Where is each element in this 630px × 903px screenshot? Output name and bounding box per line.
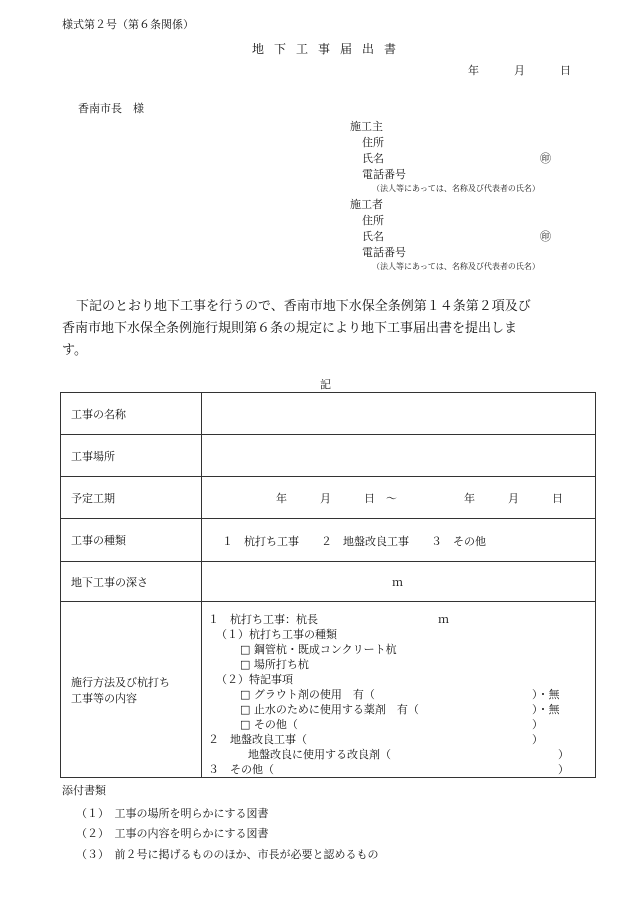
- attachment-item: （３） 前２号に掲げるもののほか、市長が必要と認めるもの: [76, 848, 379, 861]
- owner-note: （法人等にあっては、名称及び代表者の氏名）: [372, 184, 540, 193]
- table-row: [61, 477, 596, 519]
- addressee: 香南市長 様: [78, 102, 144, 115]
- body-line-2: 香南市地下水保全条例施行規則第６条の規定により地下工事届出書を提出しま: [62, 321, 518, 336]
- period-year-end: 年: [464, 492, 475, 505]
- method-line-7: □ 止水のために使用する薬剤 有（: [240, 703, 419, 716]
- contractor-name-label: 氏名: [362, 230, 384, 243]
- owner-name-label: 氏名: [362, 152, 384, 165]
- row-label: 予定工期: [61, 477, 202, 519]
- method-line-1-unit: ｍ: [438, 613, 449, 626]
- method-line-3: □ 鋼管杭・既成コンクリート杭: [240, 643, 397, 656]
- body-paragraph: [62, 296, 592, 362]
- ki-heading: 記: [320, 378, 331, 391]
- date-month: 月: [514, 64, 525, 77]
- project-name-field[interactable]: [202, 393, 596, 435]
- method-label-line-2: 工事等の内容: [71, 691, 137, 705]
- method-label: [61, 602, 202, 778]
- table-row: [61, 435, 596, 477]
- method-line-1: １ 杭打ち工事：杭長: [208, 613, 318, 626]
- depth-unit: ｍ: [392, 576, 403, 589]
- owner-phone-label: 電話番号: [362, 168, 406, 181]
- method-line-11-end: ）: [558, 763, 569, 776]
- contractor-seal-mark: ㊞: [540, 230, 551, 243]
- body-line-1: 下記のとおり地下工事を行うので、香南市地下水保全条例第１４条第２項及び: [76, 299, 531, 314]
- form-number: 様式第２号（第６条関係）: [62, 18, 194, 31]
- row-label: 地下工事の深さ: [61, 562, 202, 602]
- contractor-address-label: 住所: [362, 214, 384, 227]
- work-type-field[interactable]: [202, 519, 596, 562]
- method-line-11: ３ その他（: [208, 763, 274, 776]
- contractor-phone-label: 電話番号: [362, 246, 406, 259]
- row-label: 工事の種類: [61, 519, 202, 562]
- period-field[interactable]: [202, 477, 596, 519]
- contractor-note: （法人等にあっては、名称及び代表者の氏名）: [372, 262, 540, 271]
- attachment-item: （１） 工事の場所を明らかにする図書: [76, 807, 269, 820]
- row-label: 工事の名称: [61, 393, 202, 435]
- method-line-9-end: ）: [532, 733, 543, 746]
- method-line-5: （２）特記事項: [216, 673, 293, 686]
- table-row: [61, 393, 596, 435]
- owner-heading: 施工主: [350, 120, 383, 133]
- method-line-7-end: ）・無: [532, 703, 560, 716]
- table-row: [61, 602, 596, 778]
- document-title: 地下工事届出書: [252, 42, 407, 56]
- method-field[interactable]: [202, 602, 596, 778]
- contractor-heading: 施工者: [350, 198, 383, 211]
- method-line-4: □ 場所打ち杭: [240, 658, 309, 671]
- depth-field[interactable]: [202, 562, 596, 602]
- date-day: 日: [560, 64, 571, 77]
- period-year-start: 年: [276, 492, 287, 505]
- attachment-item: （２） 工事の内容を明らかにする図書: [76, 827, 269, 840]
- owner-address-label: 住所: [362, 136, 384, 149]
- method-line-2: （１）杭打ち工事の種類: [216, 628, 337, 641]
- method-label-line-1: 施行方法及び杭打ち: [71, 675, 170, 689]
- table-row: [61, 562, 596, 602]
- method-line-8: □ その他（: [240, 718, 298, 731]
- form-table: [60, 392, 596, 778]
- method-line-6: □ グラウト剤の使用 有（: [240, 688, 375, 701]
- method-line-10: 地盤改良に使用する改良剤（: [248, 748, 391, 761]
- date-year: 年: [468, 64, 479, 77]
- method-line-9: ２ 地盤改良工事（: [208, 733, 307, 746]
- period-month-start: 月: [320, 492, 331, 505]
- row-label: 工事場所: [61, 435, 202, 477]
- table-row: [61, 519, 596, 562]
- work-type-options: １ 杭打ち工事 ２ 地盤改良工事 ３ その他: [222, 535, 486, 548]
- owner-seal-mark: ㊞: [540, 152, 551, 165]
- period-day-end: 日: [552, 492, 563, 505]
- project-location-field[interactable]: [202, 435, 596, 477]
- period-month-end: 月: [508, 492, 519, 505]
- body-line-3: す。: [62, 343, 87, 358]
- period-day-start: 日 ～: [364, 492, 397, 505]
- method-line-8-end: ）: [532, 718, 543, 731]
- method-line-6-end: ）・無: [532, 688, 560, 701]
- method-line-10-end: ）: [558, 748, 569, 761]
- attachments-heading: 添付書類: [62, 784, 106, 797]
